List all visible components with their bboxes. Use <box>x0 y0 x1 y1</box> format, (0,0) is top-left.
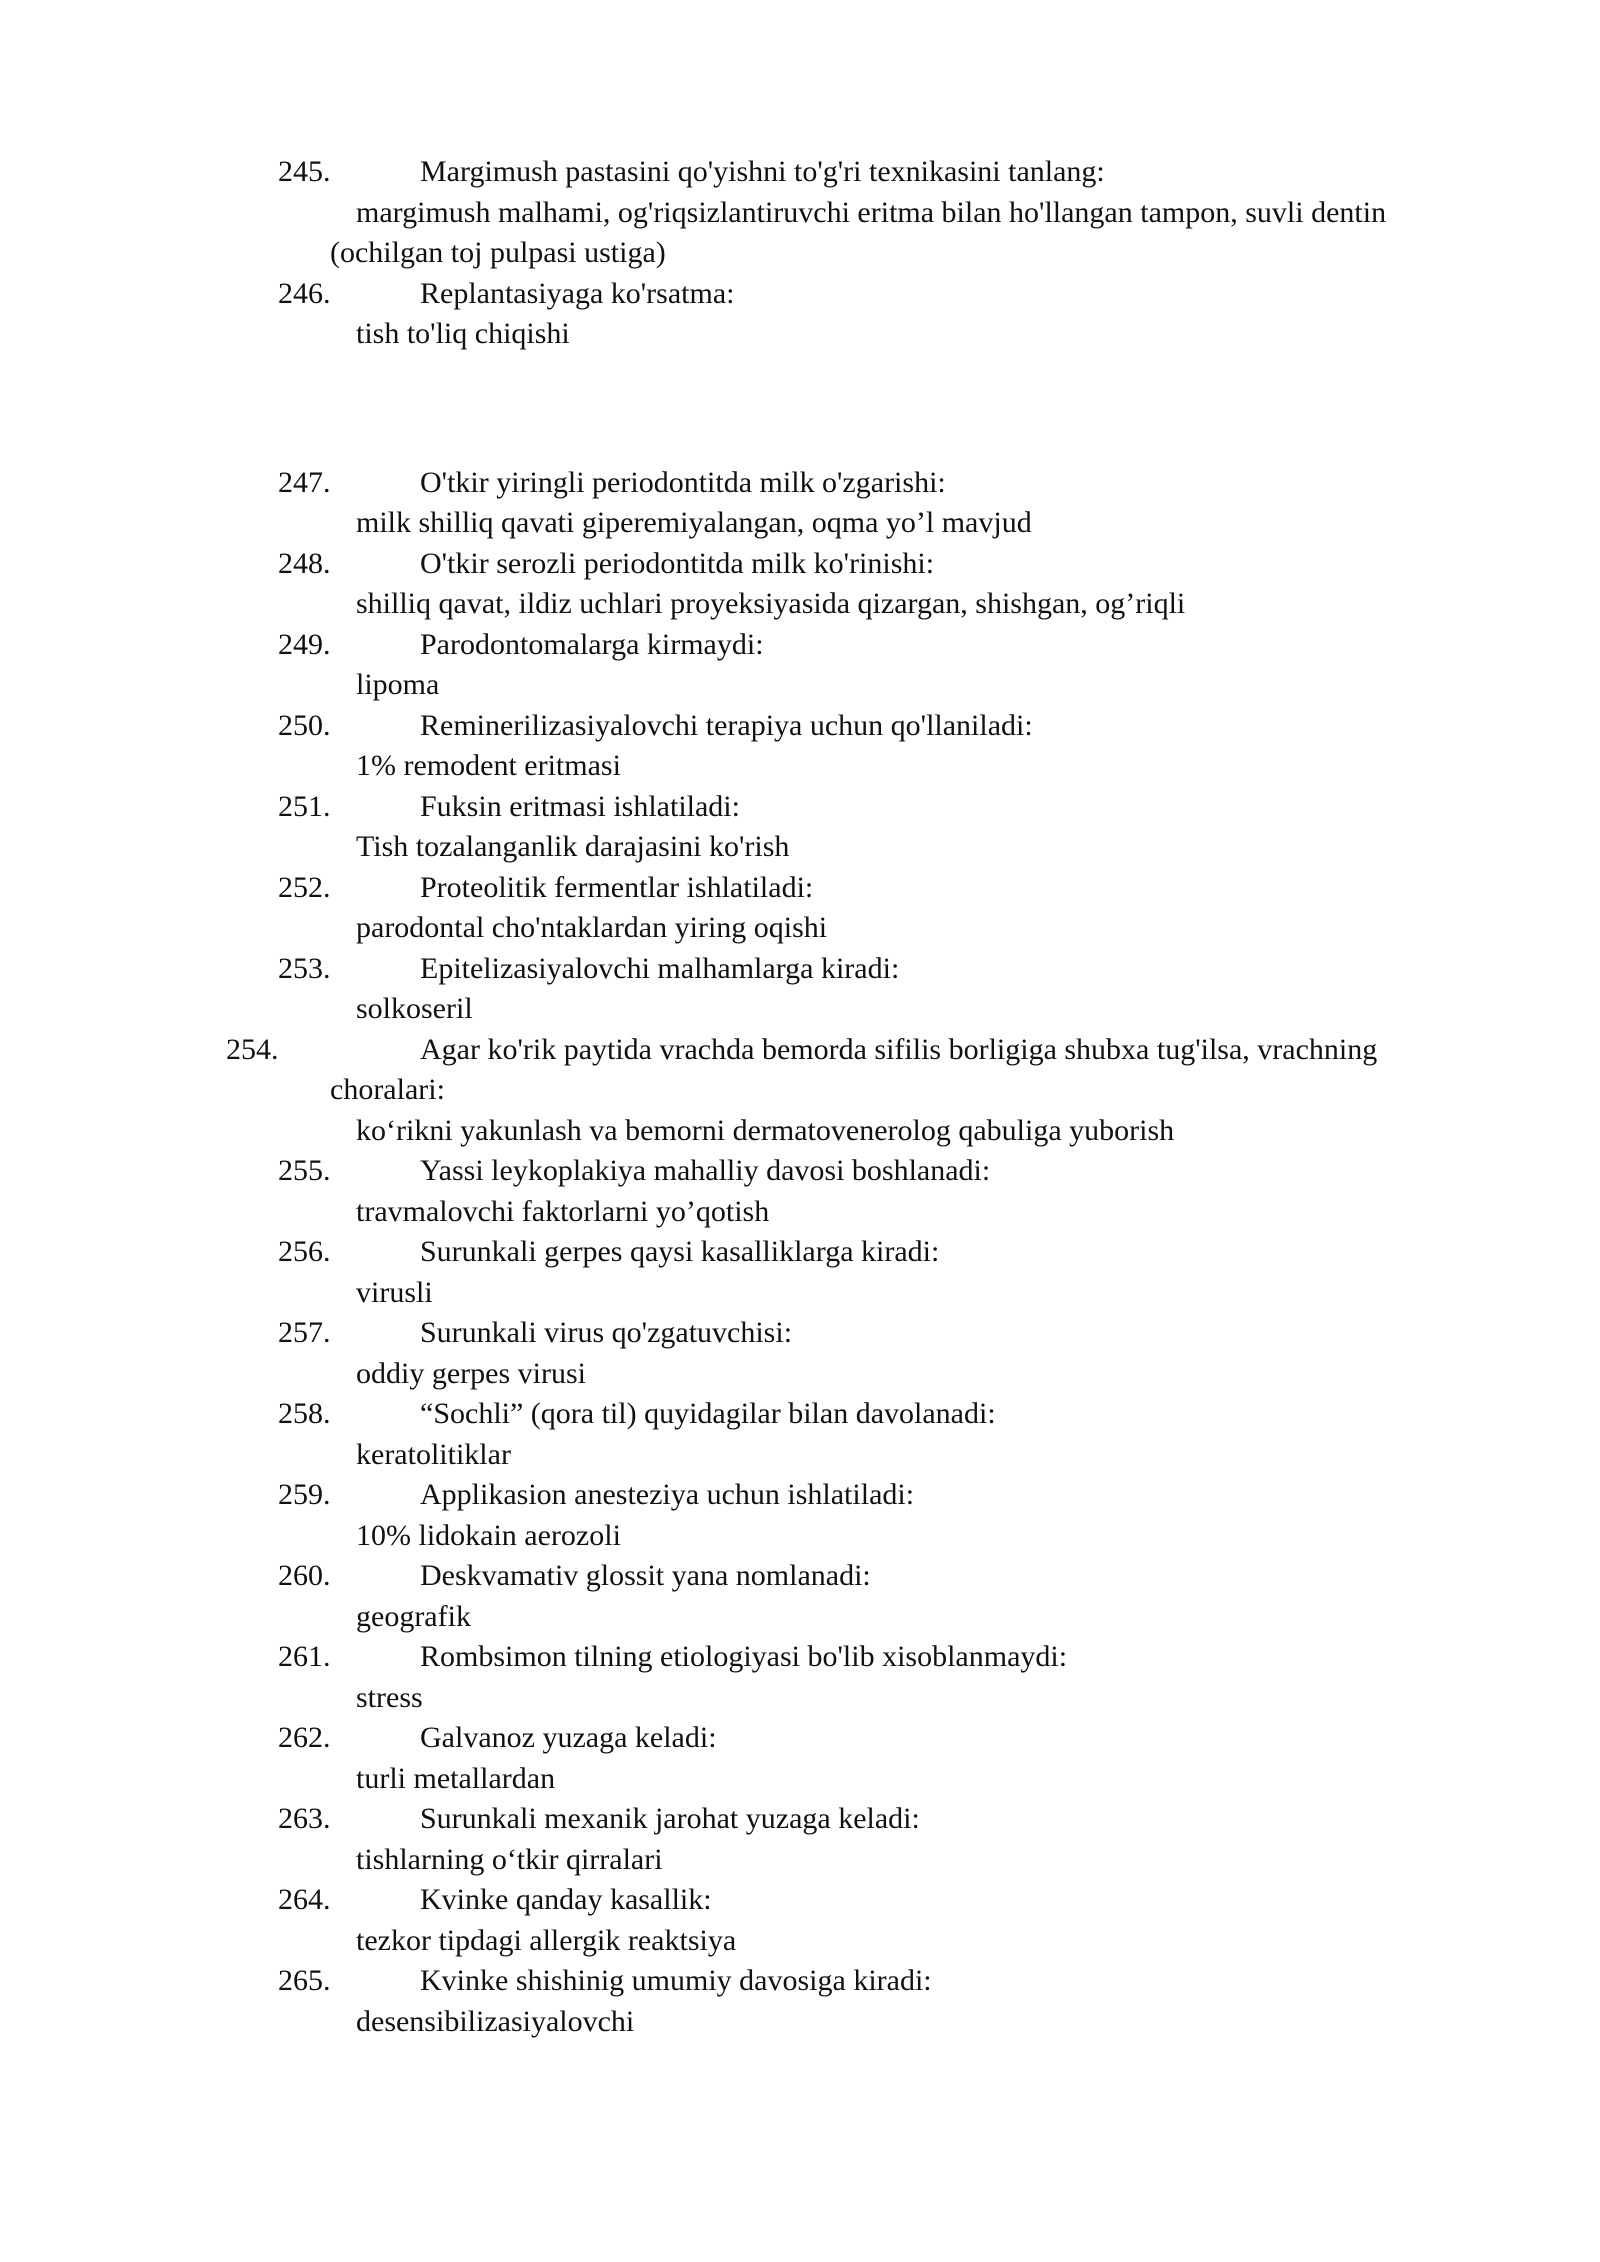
question-259 <box>278 1475 1478 1516</box>
answer-254 <box>278 1111 1478 1152</box>
question-number: 265. <box>278 1964 331 1997</box>
question-248 <box>278 544 1478 585</box>
question-262 <box>278 1718 1478 1759</box>
answer-265 <box>278 2002 1478 2043</box>
question-number: 256. <box>278 1235 331 1268</box>
answer-260 <box>278 1597 1478 1638</box>
question-254 <box>226 1030 1478 1111</box>
answer-251 <box>278 827 1478 868</box>
question-number: 255. <box>278 1154 331 1187</box>
answer-text: tishlarning o‘tkir qirralari <box>356 1842 663 1876</box>
question-text: Reminerilizasiyalovchi terapiya uchun qo'llaniladi: <box>420 708 1033 742</box>
question-number: 257. <box>278 1316 331 1349</box>
answer-text: shilliq qavat, ildiz uchlari proyeksiyasida qizargan, shishgan, og’riqli <box>356 587 1186 620</box>
answer-text: Tish tozalanganlik darajasini ko'rish <box>356 830 790 863</box>
question-253 <box>278 949 1478 990</box>
question-text: Yassi leykoplakiya mahalliy davosi boshlanadi: <box>420 1154 991 1187</box>
question-number: 247. <box>278 465 331 499</box>
answer-text: travmalovchi faktorlarni yo’qotish <box>356 1194 770 1228</box>
question-text: Surunkali gerpes qaysi kasalliklarga kiradi: <box>420 1235 940 1268</box>
answer-255 <box>278 1192 1478 1233</box>
question-261 <box>278 1637 1478 1678</box>
answer-259 <box>278 1516 1478 1557</box>
answer-text: turli metallardan <box>356 1761 556 1795</box>
answer-263 <box>278 1840 1478 1881</box>
question-256 <box>278 1232 1478 1273</box>
question-text: Replantasiyaga ko'rsatma: <box>420 276 735 310</box>
question-number: 254. <box>226 1032 279 1066</box>
answer-252 <box>278 908 1478 949</box>
question-number: 258. <box>278 1397 331 1430</box>
answer-text: margimush malhami, og'riqsizlantiruvchi eritma bilan ho'llangan tampon, suvli dentin (ochilgan toj pulpasi ustiga) <box>330 195 1387 269</box>
question-246 <box>278 274 1478 315</box>
question-number: 250. <box>278 708 331 742</box>
answer-247 <box>278 503 1478 544</box>
answer-261 <box>278 1678 1478 1719</box>
question-258 <box>278 1394 1478 1435</box>
question-263 <box>278 1799 1478 1840</box>
question-number: 248. <box>278 546 331 580</box>
question-text: O'tkir serozli periodontitda milk ko'rinishi: <box>420 546 935 580</box>
answer-258 <box>278 1435 1478 1476</box>
question-number: 249. <box>278 627 331 661</box>
answer-text: oddiy gerpes virusi <box>356 1356 586 1390</box>
question-251 <box>278 787 1478 828</box>
answer-249 <box>278 665 1478 706</box>
answer-text: stress <box>356 1680 423 1714</box>
answer-250 <box>278 746 1478 787</box>
answer-text: tish to'liq chiqishi <box>356 317 570 350</box>
question-text: Proteolitik fermentlar ishlatiladi: <box>420 870 814 904</box>
answer-text: 1% remodent eritmasi <box>356 749 621 782</box>
answer-text: parodontal cho'ntaklardan yiring oqishi <box>356 911 828 944</box>
question-number: 261. <box>278 1640 331 1673</box>
question-265 <box>278 1961 1478 2002</box>
question-text: Galvanoz yuzaga keladi: <box>420 1721 717 1754</box>
answer-text: virusli <box>356 1275 433 1309</box>
question-text: Deskvamativ glossit yana nomlanadi: <box>420 1559 871 1592</box>
question-text: Fuksin eritmasi ishlatiladi: <box>420 789 740 823</box>
question-264 <box>278 1880 1478 1921</box>
question-number: 251. <box>278 789 331 823</box>
question-number: 259. <box>278 1478 331 1511</box>
question-250 <box>278 706 1478 747</box>
question-number: 260. <box>278 1559 331 1592</box>
answer-256 <box>278 1273 1478 1314</box>
question-text: Kvinke shishinig umumiy davosiga kiradi: <box>420 1964 932 1997</box>
question-number: 245. <box>278 155 331 188</box>
answer-text: lipoma <box>356 668 440 701</box>
question-text: Surunkali virus qo'zgatuvchisi: <box>420 1316 793 1349</box>
answer-text: ko‘rikni yakunlash va bemorni dermatovenerolog qabuliga yuborish <box>356 1113 1175 1147</box>
question-252 <box>278 868 1478 909</box>
question-245 <box>278 152 1478 193</box>
answer-245 <box>278 193 1478 274</box>
answer-262 <box>278 1759 1478 1800</box>
question-255 <box>278 1151 1478 1192</box>
question-list <box>226 152 1478 2042</box>
answer-text: tezkor tipdagi allergik reaktsiya <box>356 1923 737 1957</box>
answer-text: geografik <box>356 1599 471 1633</box>
question-257 <box>278 1313 1478 1354</box>
question-number: 262. <box>278 1721 331 1754</box>
question-text: Parodontomalarga kirmaydi: <box>420 627 764 661</box>
question-text: “Sochli” (qora til) quyidagilar bilan davolanadi: <box>420 1397 996 1430</box>
question-text: Epitelizasiyalovchi malhamlarga kiradi: <box>420 951 900 985</box>
question-number: 263. <box>278 1802 331 1835</box>
question-number: 246. <box>278 276 331 310</box>
question-number: 264. <box>278 1883 331 1916</box>
question-260 <box>278 1556 1478 1597</box>
answer-257 <box>278 1354 1478 1395</box>
question-249 <box>278 625 1478 666</box>
question-247 <box>278 463 1478 504</box>
question-text: Rombsimon tilning etiologiyasi bo'lib xisoblanmaydi: <box>420 1640 1068 1673</box>
answer-text: solkoseril <box>356 992 473 1025</box>
vertical-gap <box>278 355 1478 463</box>
question-text: Applikasion anesteziya uchun ishlatiladi: <box>420 1478 915 1511</box>
answer-text: desensibilizasiyalovchi <box>356 2004 635 2038</box>
answer-text: 10% lidokain aerozoli <box>356 1518 621 1552</box>
answer-248 <box>278 584 1478 625</box>
answer-text: milk shilliq qavati giperemiyalangan, oqma yo’l mavjud <box>356 506 1032 539</box>
answer-text: keratolitiklar <box>356 1437 511 1471</box>
question-text: Margimush pastasini qo'yishni to'g'ri texnikasini tanlang: <box>420 155 1105 188</box>
answer-264 <box>278 1921 1478 1962</box>
question-text: Surunkali mexanik jarohat yuzaga keladi: <box>420 1802 920 1835</box>
question-number: 252. <box>278 870 331 904</box>
question-text: O'tkir yiringli periodontitda milk o'zgarishi: <box>420 465 946 499</box>
question-number: 253. <box>278 951 331 985</box>
question-text: Agar ko'rik paytida vrachda bemorda sifilis borligiga shubxa tug'ilsa, vrachning choralari: <box>330 1032 1378 1106</box>
answer-246 <box>278 314 1478 355</box>
answer-253 <box>278 989 1478 1030</box>
question-text: Kvinke qanday kasallik: <box>420 1883 712 1916</box>
